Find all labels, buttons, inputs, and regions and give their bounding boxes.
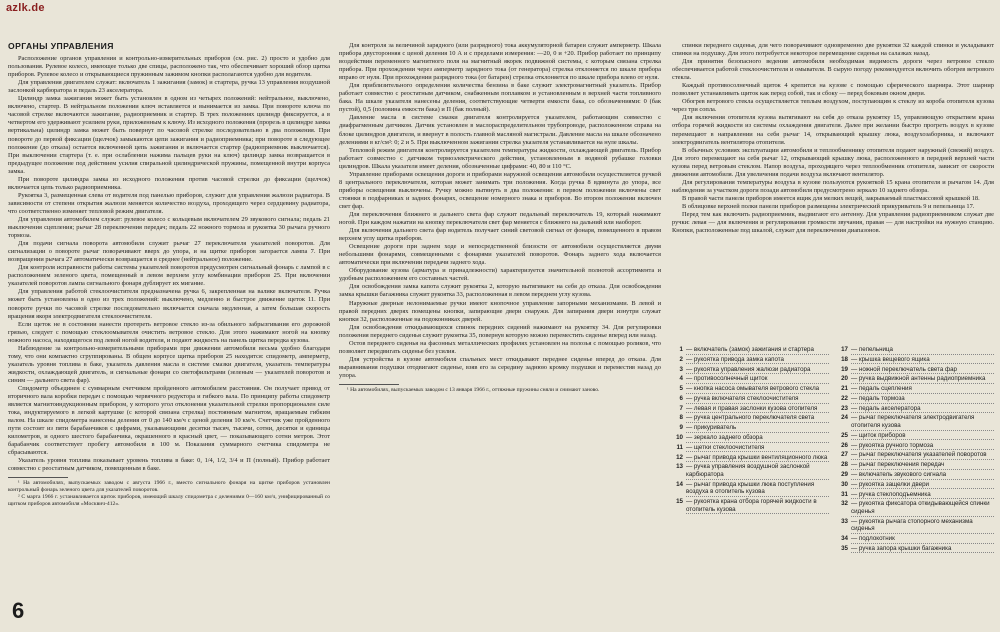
legend-item-label: — зеркало заднего обзора <box>686 434 829 443</box>
legend-item-label: — педаль акселератора <box>851 405 994 414</box>
paragraph: Для подачи сигнала поворота автомобиля служит рычаг 27 переключателя указателей поворотов. Для сигнализации о повороте рычаг поворачивают вверх до упора, и на щитке приборов загорается лампа 7. При возвращении рычага 27 автоматически возвращается в среднее (нейтральное) положение. <box>8 240 330 264</box>
legend-item <box>837 461 994 470</box>
legend-item <box>837 451 994 460</box>
footnote-divider <box>339 384 399 385</box>
legend-item-label: — рукоятка ручного тормоза <box>851 442 994 451</box>
legend-item-label: — рукоятка крана отбора горячей жидкости в отопитель кузова <box>686 498 829 514</box>
paragraph: Для устройства в кузове автомобиля спальных мест откидывают переднее сиденье вперед до отказа. Для выравнивания подушки отодвигают сиденье, взяв его за середину заднюю кромку подушки и переместив назад до упора. <box>339 355 661 379</box>
legend-item-label: — противосолнечный щиток <box>686 375 829 384</box>
legend-item <box>672 395 829 404</box>
paragraph: Обогрев ветрового стекла осуществляется теплым воздухом, поступающим к стеклу из короба отопителя кузова через три сопла. <box>672 98 994 114</box>
text-column-left <box>8 42 330 590</box>
legend-item <box>672 375 829 384</box>
legend-item-label: — рычаг привода крышки люка поступления воздуха в отопитель кузова <box>686 481 829 497</box>
legend-item-number: 23 <box>841 404 848 412</box>
legend-item-number: 33 <box>841 517 848 525</box>
legend-item-label: — педаль тормоза <box>851 395 994 404</box>
legend-item <box>837 385 994 394</box>
legend-item <box>672 356 829 365</box>
legend-item-number: 6 <box>679 394 683 402</box>
legend-item <box>837 366 994 375</box>
figure-legend <box>672 346 994 555</box>
text-column-right <box>672 42 994 338</box>
legend-item-number: 10 <box>676 434 683 442</box>
legend-item <box>672 434 829 443</box>
paragraph: Наружные дверные нелонимаемые ручки имеют кнопочное управление запорными механизмами. В левой и правой передних дверях помещены кнопки, запирающие двери снаружи. Для запирания двери изнутри служат кнопки 32, расположенные на подоконниках дверей. <box>339 299 661 323</box>
legend-item <box>837 346 994 355</box>
legend-item-number: 3 <box>679 365 683 373</box>
legend-item-number: 20 <box>841 375 848 383</box>
legend-item-label: — ручка центрального переключателя света <box>686 414 829 423</box>
legend-item-label: — включатель звукового сигнала <box>851 471 994 480</box>
legend-item-label: — ручка включателя стеклоочистителя <box>686 395 829 404</box>
legend-item-label: — ручка управления воздушной заслонкой карбюратора <box>686 463 829 479</box>
column-left-body <box>8 55 330 473</box>
legend-item-number: 13 <box>676 463 683 471</box>
paragraph: Для управления работой стеклоочистителя предназначена ручка 6, закрепленная на валике включателя. Ручка может быть установлена в одно из трех положений: выключено, медленно и быстрое движение щеток 11. При повороте ручки по часовой стрелке последовательно включается сначала медленная, а затем большая скорость вращения якоря электродвигателя стеклоочистителя. <box>8 288 330 320</box>
legend-item-number: 2 <box>679 355 683 363</box>
legend-item-number: 34 <box>841 535 848 543</box>
paragraph: Для освобождения замка капота служит рукоятка 2, которую вытягивают на себя до отказа. Для освобождения замка крышки багажника служит рукоятка 33, расположенная в левом переднем углу кузова. <box>339 283 661 299</box>
legend-item-number: 8 <box>679 414 683 422</box>
legend-item-number: 30 <box>841 480 848 488</box>
paragraph: Указатель уровня топлива показывает уровень топлива в баке: 0, 1/4, 1/2, 3/4 и П (полный). Прибор работает совместно с реостатным датчиком, помещенным в баке. <box>8 457 330 473</box>
legend-item <box>672 444 829 453</box>
page-number: 6 <box>12 598 25 623</box>
legend-item <box>837 500 994 516</box>
legend-item <box>837 432 994 441</box>
legend-item-number: 11 <box>676 443 683 451</box>
legend-item-number: 7 <box>679 404 683 412</box>
legend-item <box>837 356 994 365</box>
paragraph: Расположение органов управления и контрольно-измерительных приборов (см. рис. 2) просто и удобно для пользования. Рулевое колесо, имеющее только две спицы, расположено так, что обеспечивает хороший обзор щитка приборов. Рулевое колесо и открывающиеся пружинным зажимом кнопки располагаются удобно для водителя. <box>8 55 330 79</box>
legend-item-number: 5 <box>679 385 683 393</box>
legend-item-label: — ручка стеклоподъемника <box>851 491 994 500</box>
legend-item <box>672 424 829 433</box>
legend-item-label: — педаль сцепления <box>851 385 994 394</box>
paragraph: Остов переднего сиденья на фасонных металлических профилях установлен на полозья с помощью роликов, что позволяет передвигать сиденье без усилия. <box>339 339 661 355</box>
legend-item-number: 12 <box>676 453 683 461</box>
legend-item-number: 26 <box>841 441 848 449</box>
legend-item <box>837 481 994 490</box>
legend-item <box>672 346 829 355</box>
legend-item-number: 9 <box>679 424 683 432</box>
legend-item-number: 14 <box>676 480 683 488</box>
paragraph: В обычных условиях эксплуатации автомобиля и теплообменнику отопителя подают наружный (свежий) воздух. Для этого перемещают на себя рычаг 12, открывающий крышку люка, расположенного в передней верхней части кузова перед ветровым стеклом. Напор воздуха, проходящего через теплообменник отопителя, зависит от скорости движения автомобиля. Для увеличения подачи воздуха включают вентилятор. <box>672 146 994 178</box>
legend-item-number: 18 <box>841 355 848 363</box>
paragraph: Для управления автомобилем служат: рулевое колесо с кольцевым включателем 29 звукового сигнала; педаль 21 выключения сцепления; рычаг 28 переключения передач; педаль 22 ножного тормоза и рукоятка 30 рычага ручного тормоза. <box>8 215 330 240</box>
paragraph: В облицовке верхней полки панели приборов размещены электрический прикуриватель 9 и пепельница 17. <box>682 202 975 210</box>
legend-item-number: 29 <box>841 470 848 478</box>
legend-item <box>837 414 994 430</box>
legend-item-label: — ручка выдвижной антенны радиоприемника <box>851 375 994 384</box>
paragraph: В правой части панели приборов имеется ящик для мелких вещей, закрываемый пластмассовой крышкой 18. <box>682 194 980 202</box>
legend-item <box>837 471 994 480</box>
legend-item <box>837 491 994 500</box>
paragraph: Для принятия безопасного ведения автомобиля необходимая видимость дороги через ветровое стекло обеспечивается работой стеклоочистителя и омывателя. В сырую погоду рекомендуется включить обогрев ветрового стекла. <box>672 58 994 82</box>
legend-item <box>672 454 829 463</box>
legend-item-label: — включатель (замок) зажигания и стартера <box>686 346 829 355</box>
paragraph: Для управления двигателем служат: включатель 1 зажигания (замок) и стартера, ручка 13 управления воздушной заслонкой карбюратора и педаль 23 акселератора. <box>8 79 330 95</box>
legend-item-number: 21 <box>841 385 848 393</box>
paragraph: Для включения отопителя кузова вытягивают на себя до отказа рукоятку 15, управляющую открытием крана отбора горячей жидкости из системы охлаждения двигателя. Далее при желании быстро прогреть воздух в кузове перемещают в направлении на себя рычаг 14, открывающий крышку люка, воздухозаборника, и включают электродвигатель вентилятора отопителя. <box>672 114 994 146</box>
footnote: ² С марта 1966 г. устанавливается щиток приборов, имеющий шкалу спидометра с делениями 0—160 км/ч, унифицированный со щитком приборов автомобиля «Москвич-412». <box>8 494 330 507</box>
paragraph: Если щеток не в состоянии нанести протереть ветровое стекло из-за обильного забрызгивания его дорожной грязью, следует с помощью стеклоомывателя очистить ветровое стекло. Для этого нажимают ногой на кнопку ножного насоса, находящегося под левой ногой водителя, и подают жидкость на панель щитка передка кузова. <box>8 320 330 344</box>
footnote-divider <box>8 477 68 478</box>
paragraph: Для освобождения откидывающихся спинок передних сидений нажимают на рукоятку 34. Для регулировки положения переднего сиденья служит рукоятка 35, повернув которую можно переместить сиденье вперед или назад. <box>339 323 661 339</box>
legend-item-label: — левая и правая заслонки кузова отопителя <box>686 405 829 414</box>
paragraph: Тепловой режим двигателя контролируется указателем температуры жидкости, охлаждающей двигатель. Прибор работает совместно с датчиком термоэлектрического действия, установленным в водяной рубашке головки цилиндров. Шкала указателя имеет деления, обозначенные цифрами: 40, 80 и 110 °C. <box>339 146 661 170</box>
legend-item-label: — рукоятка защелки двери <box>851 481 994 490</box>
site-watermark: azlk.de <box>6 2 45 14</box>
footnote-middle: ¹ На автомобилях, выпускаемых заводом с 13 января 1966 г., оттяжные пружины сняли и снимают заново. <box>347 386 600 393</box>
paragraph: Для контроля за величиной зарядного (или разрядного) тока аккумуляторной батареи служит амперметр. Шкала прибора двусторонняя с ценой деления 10 А и с пределами измерения: —20, 0 и +20. Прибор работает по принципу воздействия переменного магнитного поля на магнитный якорек подвижной системы, с которым связана стрелка прибора. При прохождении через амперметр зарядного тока (от генератора) стрелка отклоняется по шкале прибора вправо от нуля. При прохождении разрядного тока (от батареи) стрелка отклоняется по шкале прибора влево от нуля. <box>339 42 661 82</box>
legend-item-number: 22 <box>841 394 848 402</box>
legend-list-right <box>837 346 994 555</box>
legend-item <box>837 395 994 404</box>
legend-item-number: 31 <box>841 490 848 498</box>
legend-item-label: — рукоятка рычага стопорного механизма сиденья <box>851 518 994 534</box>
legend-item-label: — рукоятка управления жалюзи радиатора <box>686 366 829 375</box>
legend-item-label: — щиток приборов <box>851 432 994 441</box>
legend-item-label: — рычаг переключателя указателей поворотов <box>851 451 994 460</box>
legend-item-label: — пепельница <box>851 346 994 355</box>
column-middle-body <box>339 42 661 380</box>
legend-item-label: — щетки стеклоочистителя <box>686 444 829 453</box>
paragraph: Наблюдение за контрольно-измерительными приборами при движении автомобиля весьма удобно благодаря тому, что они компактно сгруппированы. В общем корпусе щитка приборов 25 находятся: спидометр, амперметр, указатель уровня топлива в баке, указатель давления масла в системе смазки двигателя, указатель температуры жидкости, охлаждающей двигатель, и сигнальные фонари со светофильтрами (зеленым — указателей поворотов и синим — дальнего света фар). <box>8 344 330 384</box>
legend-item-label: — ножной переключатель света фар <box>851 366 994 375</box>
legend-item <box>672 414 829 423</box>
footnotes-left <box>8 480 330 507</box>
legend-item <box>672 463 829 479</box>
paragraph: При повороте цилиндра замка из исходного положения против часовой стрелки до фиксации (щелчок) включается цепь только радиоприемника. <box>8 175 330 191</box>
paragraph: Перед тем как включить радиоприемник, выдвигают его антенну. Для управления радиоприемником служат две ручки: левая — для включения и регулирования громкости звучания, правая — для настройки на нужную станцию. Кнопки, расположенные под шкалой, служат для переключения диапазонов. <box>672 210 994 235</box>
legend-item-label: — подлокотник <box>851 535 994 544</box>
paragraph: Давление масла в системе смазки двигателя контролируется указателем, работающим совместно с диафрагменным датчиком. Датчик установлен в маслораспределительном трубопроводе, расположенном справа на блоке цилиндров двигателя, и ввернут в полость главной масляной магистрали. Давление масла на шкале обозначено делениями в кг/см²: 0; 2 и 5. При выключенном зажигании стрелка указателя устанавливается на нуле шкалы. <box>339 114 661 146</box>
paragraph: Цилиндр замка зажигания может быть установлен в одном из четырех положений: нейтральное, выключено, включено, стартер. В нейтральном положении ключ вставляется и вынимается из замка. При повороте ключа по часовой стрелке включаются зажигание, радиоприемник и стартер. В трех положениях цилиндр фиксируется, а в четвертом его удерживают усилием руки, приложенным к ключу. Из исходного положения (прорезь в цилиндре замка вертикальна) цилиндр замка может быть повернут по часовой стрелке последовательно в два положения. При повороте до первой фиксации (щелчок) замыкаются цепи зажигания и радиоприемника; при повороте в следующее положение (до отказа) остается включенной цепь зажигания и включается стартер (радиоприемник выключается). При выключении стартера (т. е. при ослаблении нажима пальцев руки на ключ) цилиндр замка возвращается в предыдущее положение под действием усилия спиральной цилиндрической пружины, помещенной внутри корпуса замка. <box>8 95 330 175</box>
legend-item-label: — рычаг переключения передач <box>851 461 994 470</box>
legend-item-number: 15 <box>676 498 683 506</box>
legend-item-number: 32 <box>841 500 848 508</box>
paragraph: Каждый противосолнечный щиток 4 крепится на кузове с помощью сферического шарнира. Этот шарнир позволяет устанавливать щиток как перед собой, так и сбоку — перед боковым окном двери. <box>672 82 994 98</box>
legend-list-left <box>672 346 829 555</box>
legend-item-number: 35 <box>841 544 848 552</box>
column-right-body <box>672 42 994 235</box>
paragraph: Для контроля исправности работы системы указателей поворотов предусмотрен сигнальный фонарь с лампой в с расположением зеленого цвета, помещенный в левом верхнем углу комбинации приборов 25. При включении указателей поворотов лампа сигнального фонаря дублирует их мигание. <box>8 264 330 288</box>
legend-item <box>672 405 829 414</box>
legend-item <box>837 442 994 451</box>
legend-item-label: — прикуриватель <box>686 424 829 433</box>
legend-item <box>672 498 829 514</box>
legend-item <box>837 375 994 384</box>
paragraph: спинки переднего сиденья, для чего поворачивают одновременно две рукоятки 32 каждой спинки и укладывают спинки на подушку. Для этого потребуется некоторое перемещение сиденья на салазках назад. <box>672 42 994 58</box>
legend-item <box>837 405 994 414</box>
paragraph: Для включения дальнего света фар водитель получает синий световой сигнал от фонаря, помещенного в правом верхнем углу щитка приборов. <box>339 227 661 243</box>
legend-item-label: — рукоятка привода замка капота <box>686 356 829 365</box>
legend-item-number: 24 <box>841 414 848 422</box>
legend-item-label: — рычаг привода крышки вентиляционного люка <box>686 453 828 461</box>
paragraph: Рукоятка 3, размещенная слева от водителя под панелью приборов, служит для управления жалюзи радиатора. В зависимости от степени открытия жалюзи меняется количество воздуха, проходящего через сердцевину радиатора, что соответственно изменяет тепловой режим двигателя. <box>8 191 330 215</box>
legend-item <box>672 366 829 375</box>
legend-item-label: — рычаг переключателя электродвигателя отопителя кузова <box>851 414 994 430</box>
legend-item-number: 17 <box>841 346 848 353</box>
legend-item <box>837 535 994 544</box>
legend-item-number: 28 <box>841 461 848 469</box>
legend-item <box>672 481 829 497</box>
paragraph: Управление приборами освещения дороги и приборами наружной освещения автомобиля осуществляется ручкой 8 центрального переключателя, которая может занимать три положения. Когда ручка 8 вдвинута до упора, все приборы освещения выключены. Ручку можно вытянуть в два положения: в первом положении включены свет стоянки в подфарниках и задних фонарях, освещение номерного знака и приборов. Во втором положении включен свет фар. <box>339 170 661 210</box>
legend-item-number: 27 <box>841 451 848 459</box>
paragraph: Для переключения ближнего и дальнего света фар служит педальный переключатель 19, который нажимают ногой. При каждом нажатии на кнопку переключателя свет фар меняется с ближнего на дальний или наоборот. <box>339 210 661 227</box>
paragraph: Для приблизительного определения количества бензина в баке служит электромагнитный указатель. Прибор работает совместно с реостатным датчиком, снабженным поплавком и установленным в верхней части топливного бака. На шкале указателя нанесены деления, соответствующие четверти емкости бака, со обозначениями: 0 (бак пустой), 0,5 (половина емкости бака) и П (бак полный). <box>339 82 661 114</box>
legend-item-label: — кнопка насоса омывателя ветрового стекла <box>686 385 829 394</box>
paragraph: Для регулирования температуры воздуха в кузове пользуются рукояткой 15 крана отопителя и рычагом 14. Для наблюдения за участком дороги позади автомобиля предусмотрено зеркало 10 заднего обзора. <box>672 178 994 194</box>
legend-item-label: — крышка вещевого ящика <box>851 356 994 365</box>
footnote: ¹ На автомобилях, выпускаемых заводом с августа 1966 г., вместо сигнального фонаря на щитке приборов установлен контрольный фонарь зеленого цвета для указателей поворотов. <box>8 480 330 494</box>
legend-item-number: 19 <box>841 365 848 373</box>
legend-item-number: 1 <box>679 346 683 353</box>
legend-item <box>837 518 994 534</box>
paragraph: Оборудование кузова (арматура и принадлежности) характеризуется значительной полнотой ассортимента и удобным расположением его составных частей. <box>339 267 661 283</box>
legend-item <box>672 385 829 394</box>
legend-item-number: 25 <box>841 431 848 439</box>
legend-item <box>837 545 994 554</box>
paragraph: Освещение дороги при заднем ходе и непосредственной близости от автомобиля осуществляется двумя небольшими фонарями, совмещенными с фонарями указателей поворотов. Фонарь заднего хода включается автоматически при включении передачи заднего хода. <box>339 243 661 267</box>
legend-item-number: 4 <box>679 375 683 383</box>
text-column-middle <box>339 42 661 602</box>
legend-item-label: — рукоятка фиксатора откидывающейся спинки сиденья <box>851 500 994 516</box>
section-title: ОРГАНЫ УПРАВЛЕНИЯ <box>8 42 114 51</box>
legend-item-label: — ручка запора крышки багажника <box>851 545 994 554</box>
paragraph: Спидометр объединен с суммарным счетчиком пройденного автомобилем расстояния. Он получает привод от вторичного вала коробки передач с помощью червячного редуктора и гибкого вала. По принципу работы спидометр является магнитоиндукционным прибором, у которого угол отклонения указательной стрелки пропорционален силе тока, индуктируемого в легкой картушке (с которой связана стрелка) постоянным магнитом, вращаемым гибким валом. На шкале спидометра нанесены деления от 0 до 140 км/ч с ценой деления 10 км/ч. Счетчик уже пройденного пути состоит из пяти барабанчиков с цифрами, указывающими десятки тысяч, тысячи, сотни, десятки и единицы километров, и одного шестого барабанчика, окрашенного в красный цвет, — показывающего сотни метров. Этот барабанчик соответствует пробегу автомобиля в 100 м. Показания суммарного счетчика спидометра не сбрасываются. <box>8 384 330 457</box>
